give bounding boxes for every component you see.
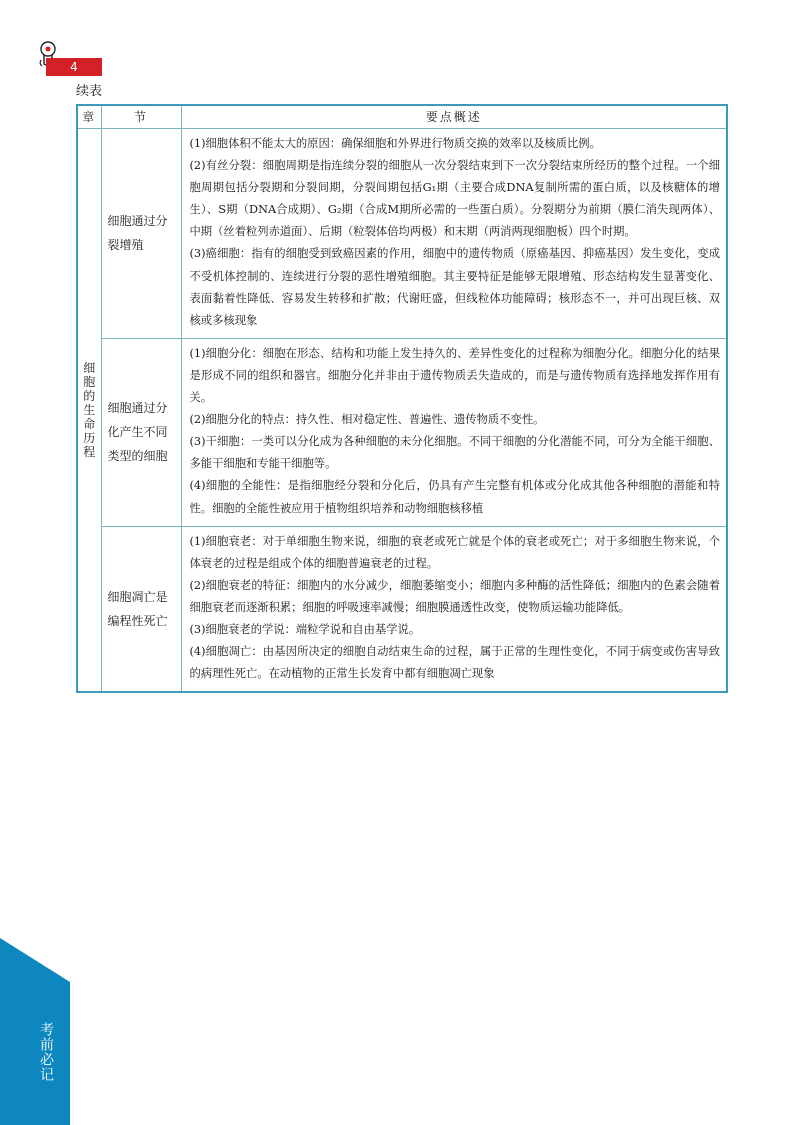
section-cell xyxy=(101,526,181,692)
section-cell xyxy=(101,129,181,339)
summary-paragraph: (1)细胞体积不能太大的原因：确保细胞和外界进行物质交换的效率以及核质比例。 xyxy=(189,137,601,150)
summary-paragraph: (2)细胞衰老的特征：细胞内的水分减少，细胞萎缩变小；细胞内多种酶的活性降低；细胞内的色素会随着细胞衰老而逐渐积累；细胞的呼吸速率减慢；细胞膜通透性改变，使物质运输功能降低。 xyxy=(189,578,720,614)
section-cell xyxy=(101,338,181,526)
summary-paragraph: (1)细胞分化：细胞在形态、结构和功能上发生持久的、差异性变化的过程称为细胞分化。细胞分化的结果是形成不同的组织和器官。细胞分化并非由于遗传物质丢失造成的，而是与遗传物质有选择地发挥作用有关。 xyxy=(189,346,720,405)
continued-table-label: 续表 xyxy=(76,84,103,99)
column-header-chapter: 章 xyxy=(77,105,101,129)
summary-paragraph: (3)细胞衰老的学说：端粒学说和自由基学说。 xyxy=(189,622,421,636)
table-row xyxy=(77,338,727,526)
column-header-summary: 要点概述 xyxy=(181,105,727,129)
summary-paragraph: (2)有丝分裂：细胞周期是指连续分裂的细胞从一次分裂结束到下一次分裂结束所经历的整个过程。一个细胞周期包括分裂期和分裂间期，分裂间期包括G₁期（主要合成DNA复制所需的蛋白质，以及核糖体的增生）、S期（DNA合成期）、G₂期（合成M期所必需的一些蛋白质）。分裂期分为前期（膜仁消失现两体）、中期（丝着粒列赤道面）、后期（粒裂体倍均两极）和末期（两消两现细胞板）四个时期。 xyxy=(189,159,720,239)
table-row xyxy=(77,526,727,692)
section-title: 细胞凋亡是编程性死亡 xyxy=(107,589,168,628)
summary-cell xyxy=(181,338,727,526)
chapter-cell xyxy=(77,129,101,693)
chapter-title: 细胞的生命历程 xyxy=(83,360,96,459)
summary-cell xyxy=(181,526,727,692)
summary-paragraph: (3)干细胞：一类可以分化成为各种细胞的未分化细胞。不同干细胞的分化潜能不同，可分为全能干细胞、多能干细胞和专能干细胞等。 xyxy=(189,435,720,471)
section-title: 细胞通过分化产生不同类型的细胞 xyxy=(107,401,168,464)
column-header-section: 节 xyxy=(101,105,181,129)
page-number: 4 xyxy=(46,58,102,76)
summary-cell xyxy=(181,129,727,339)
summary-paragraph: (4)细胞凋亡：由基因所决定的细胞自动结束生命的过程，属于正常的生理性变化，不同于病变或伤害导致的病理性死亡。在动植物的正常生长发育中都有细胞凋亡现象 xyxy=(189,645,720,681)
summary-paragraph: (3)癌细胞：指有的细胞受到致癌因素的作用，细胞中的遗传物质（原癌基因、抑癌基因）发生变化，变成不受机体控制的、连续进行分裂的恶性增殖细胞。其主要特征是能够无限增殖、形态结构发生显著变化、表面黏着性降低、容易发生转移和扩散；代谢旺盛，但线粒体功能障碍；核形态不一，并可出现巨核、双核或多核现象 xyxy=(189,247,720,327)
summary-paragraph: (4)细胞的全能性：是指细胞经分裂和分化后，仍具有产生完整有机体或分化成其他各种细胞的潜能和特性。细胞的全能性被应用于植物组织培养和动物细胞核移植 xyxy=(189,479,720,515)
summary-paragraph: (1)细胞衰老：对于单细胞生物来说，细胞的衰老或死亡就是个体的衰老或死亡；对于多细胞生物来说，个体衰老的过程是组成个体的细胞普遍衰老的过程。 xyxy=(189,534,720,570)
summary-paragraph: (2)细胞分化的特点：持久性、相对稳定性、普遍性、遗传物质不变性。 xyxy=(189,413,545,427)
side-section-label: 考前必记 xyxy=(38,1022,54,1082)
table-row xyxy=(77,129,727,339)
section-title: 细胞通过分裂增殖 xyxy=(107,214,168,253)
summary-table xyxy=(76,104,728,693)
table-header-row xyxy=(77,105,727,129)
corner-tab-decoration xyxy=(0,938,70,1125)
